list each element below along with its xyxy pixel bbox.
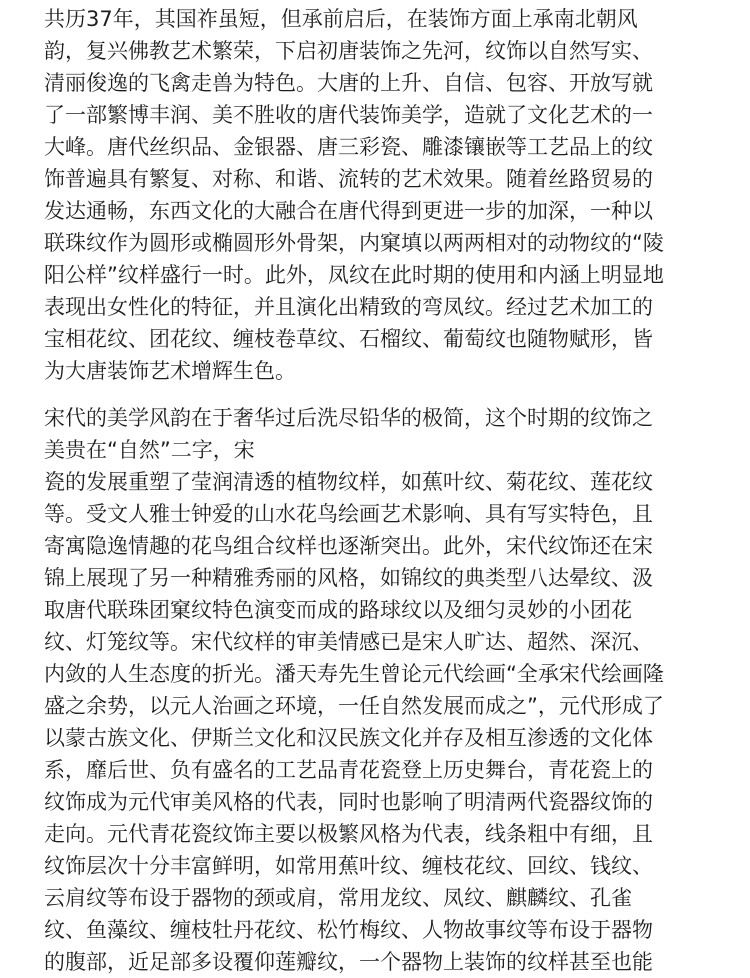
paragraph-line: 大峰。唐代丝织品、金银器、唐三彩瓷、雕漆镶嵌等工艺品上的纹 (44, 135, 653, 159)
paragraph-line: 瓷的发展重塑了莹润清透的植物纹样，如蕉叶纹、菊花纹、莲花纹 (44, 470, 653, 494)
paragraph-line: 宋代的美学风韵在于奢华过后洗尽铅华的极简，这个时期的纹饰之 (44, 406, 653, 430)
paragraph-line: 韵，复兴佛教艺术繁荣，下启初唐装饰之先河，纹饰以自然写实、 (44, 39, 653, 63)
paragraph-line: 共历37年，其国祚虽短，但承前启后，在装饰方面上承南北朝风 (44, 7, 638, 31)
paragraph-line: 系，靡后世、负有盛名的工艺品青花瓷登上历史舞台，青花瓷上的 (44, 758, 653, 782)
paragraph-line: 寄寓隐逸情趣的花鸟组合纹样也逐渐突出。此外，宋代纹饰还在宋 (44, 534, 653, 558)
paragraph-line: 为大唐装饰艺术增辉生色。 (44, 359, 296, 383)
paragraph-line: 联珠纹作为圆形或椭圆形外骨架，内窠填以两两相对的动物纹的“陵 (44, 231, 664, 255)
paragraph-line: 阳公样”纹样盛行一时。此外，凤纹在此时期的使用和内涵上明显地 (44, 263, 664, 287)
paragraph-tang-dynasty (44, 3, 744, 387)
paragraph-song-yuan-dynasty (44, 402, 744, 978)
paragraph-line: 纹、鱼藻纹、缠枝牡丹花纹、松竹梅纹、人物故事纹等布设于器物 (44, 918, 653, 942)
paragraph-line: 的腹部，近足部多设覆仰莲瓣纹，一个器物上装饰的纹样甚至也能 (44, 950, 653, 974)
paragraph-line: 纹饰层次十分丰富鲜明，如常用蕉叶纹、缠枝花纹、回纹、钱纹、 (44, 854, 653, 878)
paragraph-line: 走向。元代青花瓷纹饰主要以极繁风格为代表，线条粗中有细，且 (44, 822, 653, 846)
paragraph-line: 等。受文人雅士钟爱的山水花鸟绘画艺术影响、具有写实特色，且 (44, 502, 653, 526)
paragraph-line: 清丽俊逸的飞禽走兽为特色。大唐的上升、自信、包容、开放写就 (44, 71, 653, 95)
paragraph-line: 盛之余势，以元人治画之环境，一任自然发展而成之”，元代形成了 (44, 694, 664, 718)
paragraph-line: 了一部繁博丰润、美不胜收的唐代装饰美学，造就了文化艺术的一 (44, 103, 653, 127)
paragraph-line: 饰普遍具有繁复、对称、和谐、流转的艺术效果。随着丝路贸易的 (44, 167, 653, 191)
paragraph-line: 纹、灯笼纹等。宋代纹样的审美情感已是宋人旷达、超然、深沉、 (44, 630, 653, 654)
paragraph-line: 宝相花纹、团花纹、缠枝卷草纹、石榴纹、葡萄纹也随物赋形，皆 (44, 327, 653, 351)
paragraph-line: 云肩纹等布设于器物的颈或肩，常用龙纹、凤纹、麒麟纹、孔雀 (44, 886, 632, 910)
paragraph-line: 以蒙古族文化、伊斯兰文化和汉民族文化并存及相互渗透的文化体 (44, 726, 653, 750)
paragraph-line: 表现出女性化的特征，并且演化出精致的弯凤纹。经过艺术加工的 (44, 295, 653, 319)
paragraph-line: 美贵在“自然”二字，宋 (44, 438, 255, 462)
paragraph-line: 发达通畅，东西文化的大融合在唐代得到更进一步的加深，一种以 (44, 199, 653, 223)
paragraph-line: 内敛的人生态度的折光。潘天寿先生曾论元代绘画“全承宋代绘画隆 (44, 662, 664, 686)
paragraph-line: 锦上展现了另一种精雅秀丽的风格，如锦纹的典类型八达晕纹、汲 (44, 566, 653, 590)
paragraph-line: 取唐代联珠团窠纹特色演变而成的路球纹以及细匀灵妙的小团花 (44, 598, 632, 622)
paragraph-line: 纹饰成为元代审美风格的代表，同时也影响了明清两代瓷器纹饰的 (44, 790, 653, 814)
